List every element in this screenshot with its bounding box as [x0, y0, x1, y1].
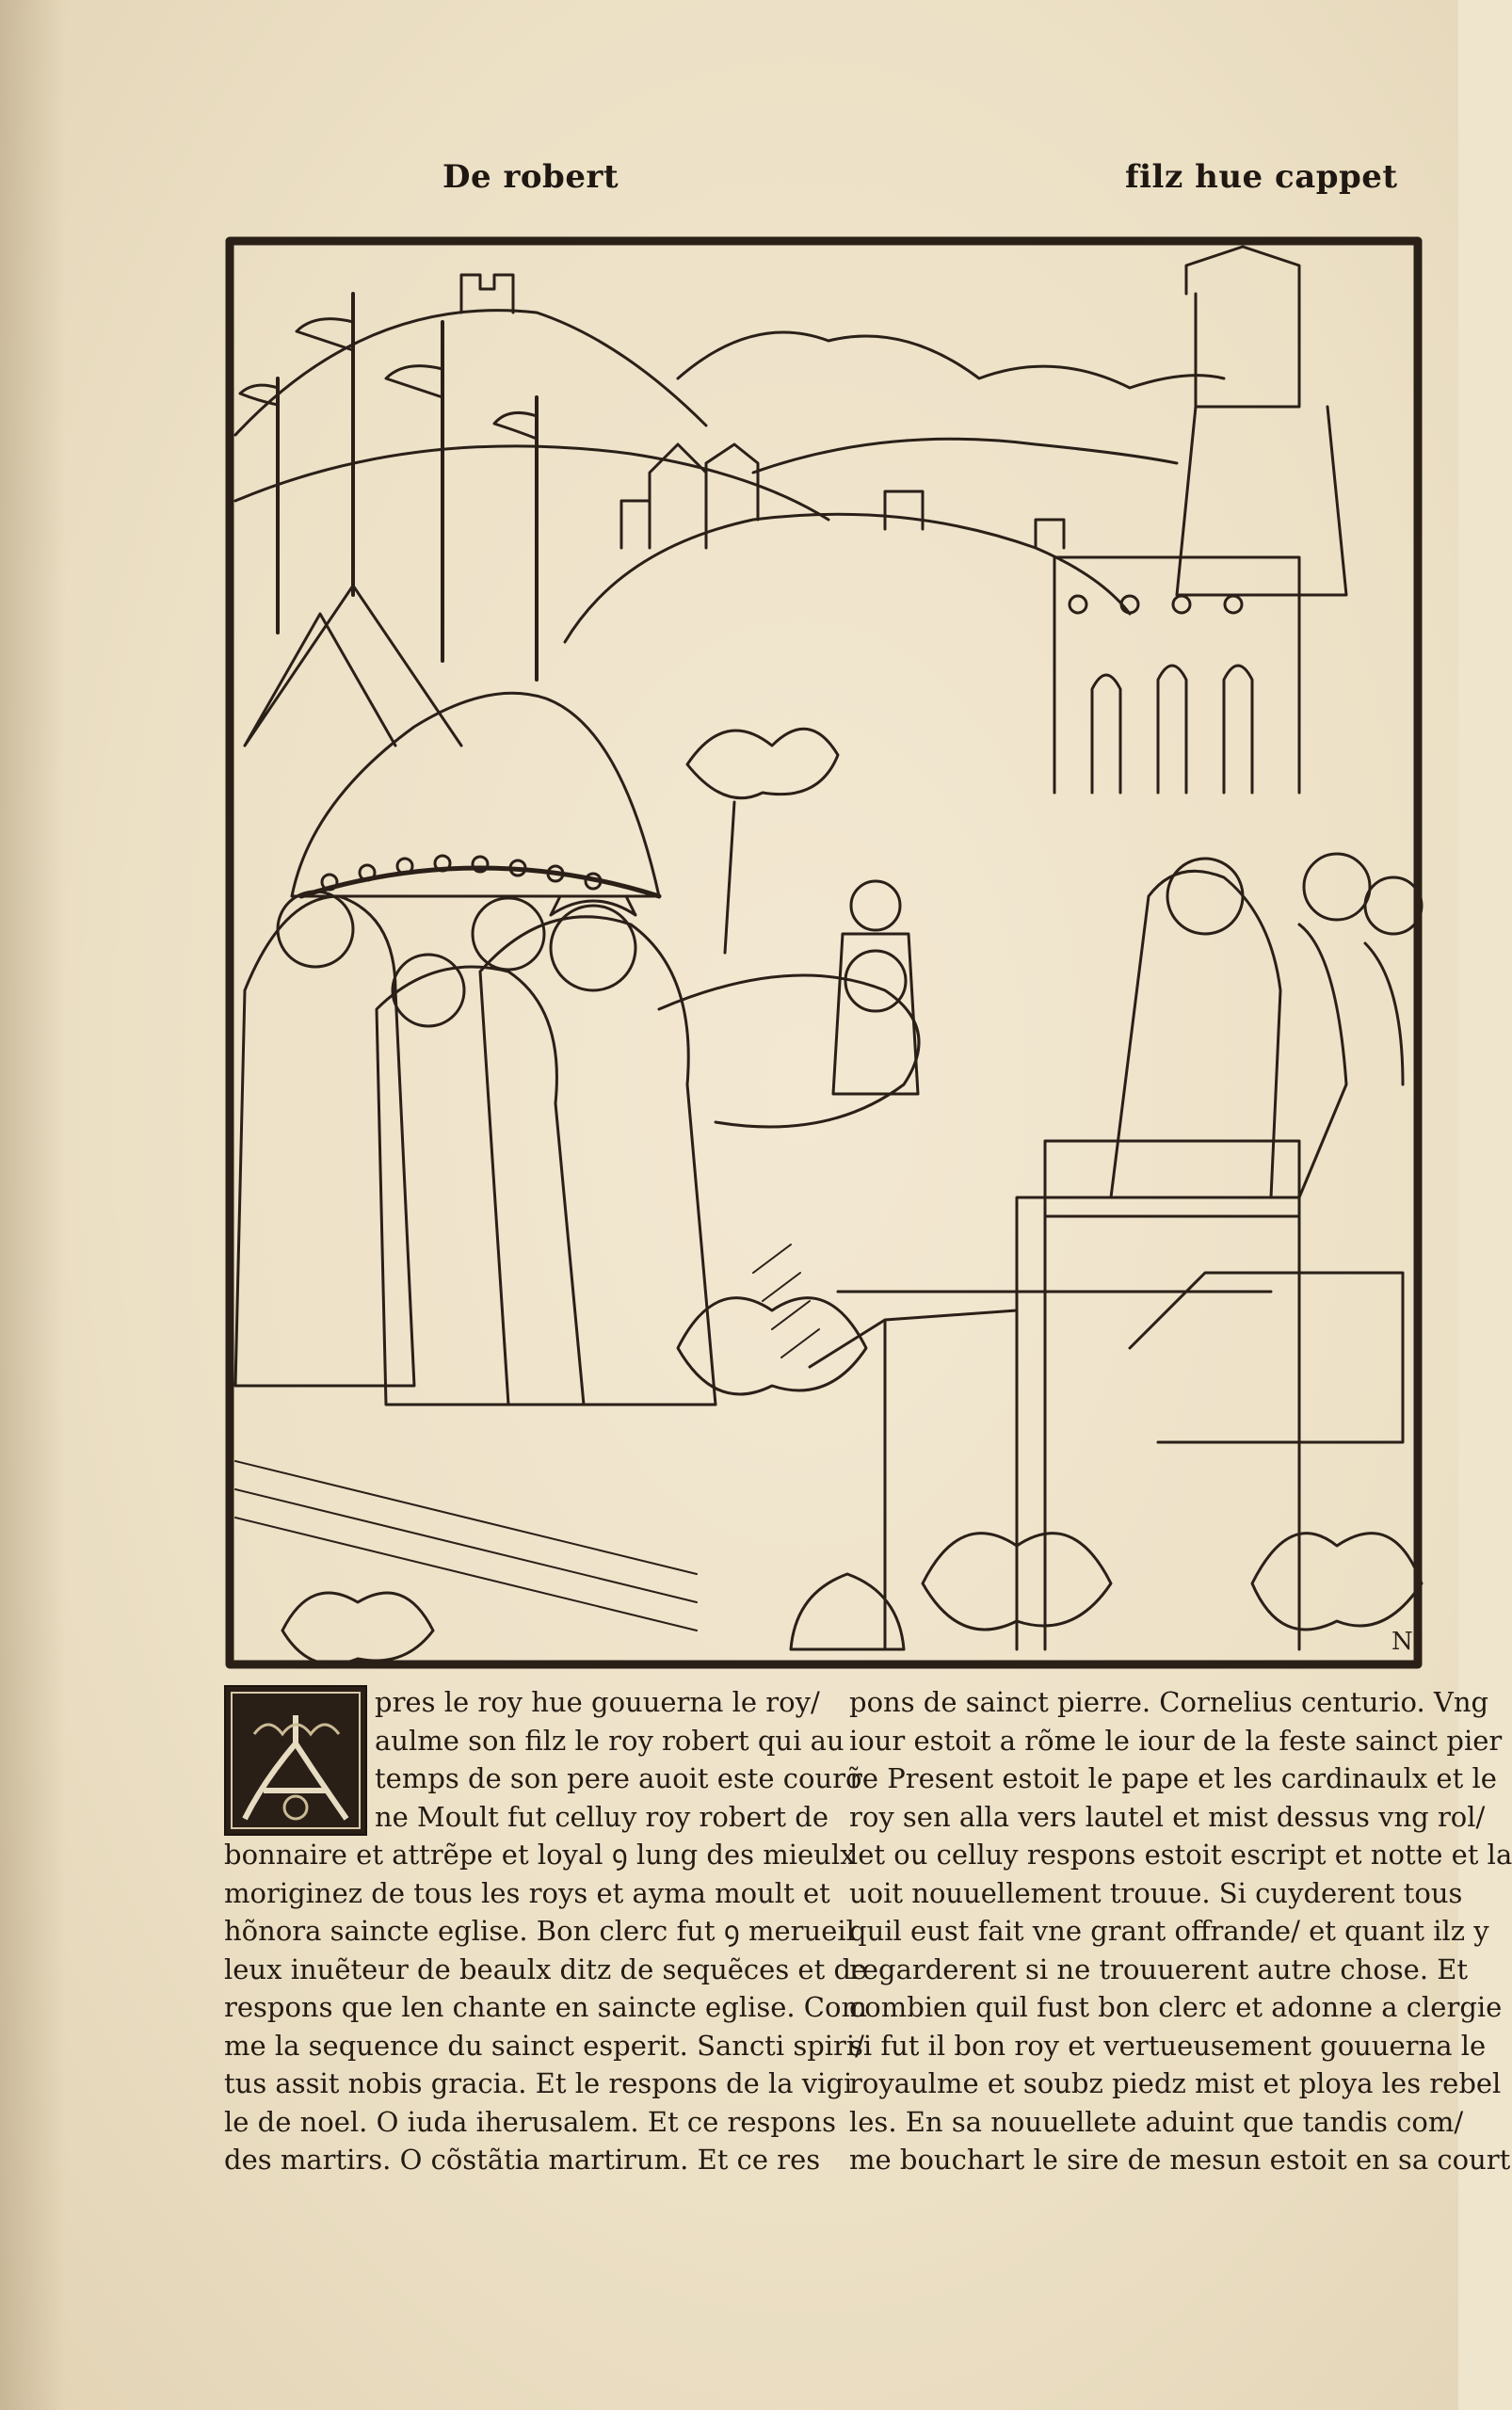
text-line: des martirs. O cõstãtia martirum. Et ce res [224, 2144, 821, 2176]
text-line: regarderent si ne trouuerent autre chose. Et [849, 1952, 1469, 1985]
illustration-signature: N [1391, 1628, 1413, 1656]
text-line: royaulme et soubz piedz mist et ploya les rebel [849, 2067, 1502, 2099]
text-line: uoit nouuellement trouue. Si cuyderent tous [849, 1876, 1463, 1909]
text-line: si fut il bon roy et vertueusement gouuerna le [849, 2029, 1487, 2062]
text-line: re Present estoit le pape et les cardinaulx et le [849, 1762, 1497, 1794]
text-line: temps de son pere auoit este courõ [375, 1762, 862, 1794]
text-line: bonnaire et attrẽpe et loyal ꝯ lung des mieulx [224, 1839, 856, 1871]
text-line: quil eust fait vne grant offrande/ et quant ilz y [849, 1915, 1489, 1947]
text-line: pons de sainct pierre. Cornelius centurio. Vng [849, 1686, 1489, 1718]
running-head-right: filz hue cappet [1125, 158, 1398, 196]
text-line: aulme son filz le roy robert qui au [375, 1724, 844, 1757]
text-line: ne Moult fut celluy roy robert de [375, 1800, 828, 1833]
text-line: respons que len chante en saincte eglise. Com [224, 1991, 867, 2023]
text-column-left [224, 1683, 868, 2179]
text-line: iour estoit a rõme le iour de la feste sainct pier [849, 1724, 1503, 1757]
gutter-shadow [0, 0, 66, 2410]
text-line: pres le roy hue gouuerna le roy/ [375, 1686, 820, 1718]
text-column-right [849, 1683, 1512, 2179]
text-line: le de noel. O iuda iherusalem. Et ce respons [224, 2105, 836, 2138]
text-line: combien quil fust bon clerc et adonne a clergie [849, 1991, 1503, 2023]
woodcut-illustration [226, 237, 1422, 1668]
text-line: hõnora saincte eglise. Bon clerc fut ꝯ merueil [224, 1915, 855, 1947]
running-head-left: De robert [442, 158, 619, 196]
text-line: moriginez de tous les roys et ayma moult et [224, 1876, 830, 1909]
text-line: tus assit nobis gracia. Et le respons de la vigi [224, 2067, 853, 2099]
text-line: let ou celluy respons estoit escript et notte et la [849, 1839, 1512, 1871]
text-line: roy sen alla vers lautel et mist dessus vng rol/ [849, 1800, 1486, 1833]
text-line: me bouchart le sire de mesun estoit en sa court [849, 2144, 1511, 2176]
text-line: les. En sa nouuellete aduint que tandis com/ [849, 2105, 1464, 2138]
text-line: me la sequence du sainct esperit. Sancti spiri/ [224, 2029, 864, 2062]
text-line: leux inuẽteur de beaulx ditz de sequẽces et de [224, 1952, 868, 1985]
